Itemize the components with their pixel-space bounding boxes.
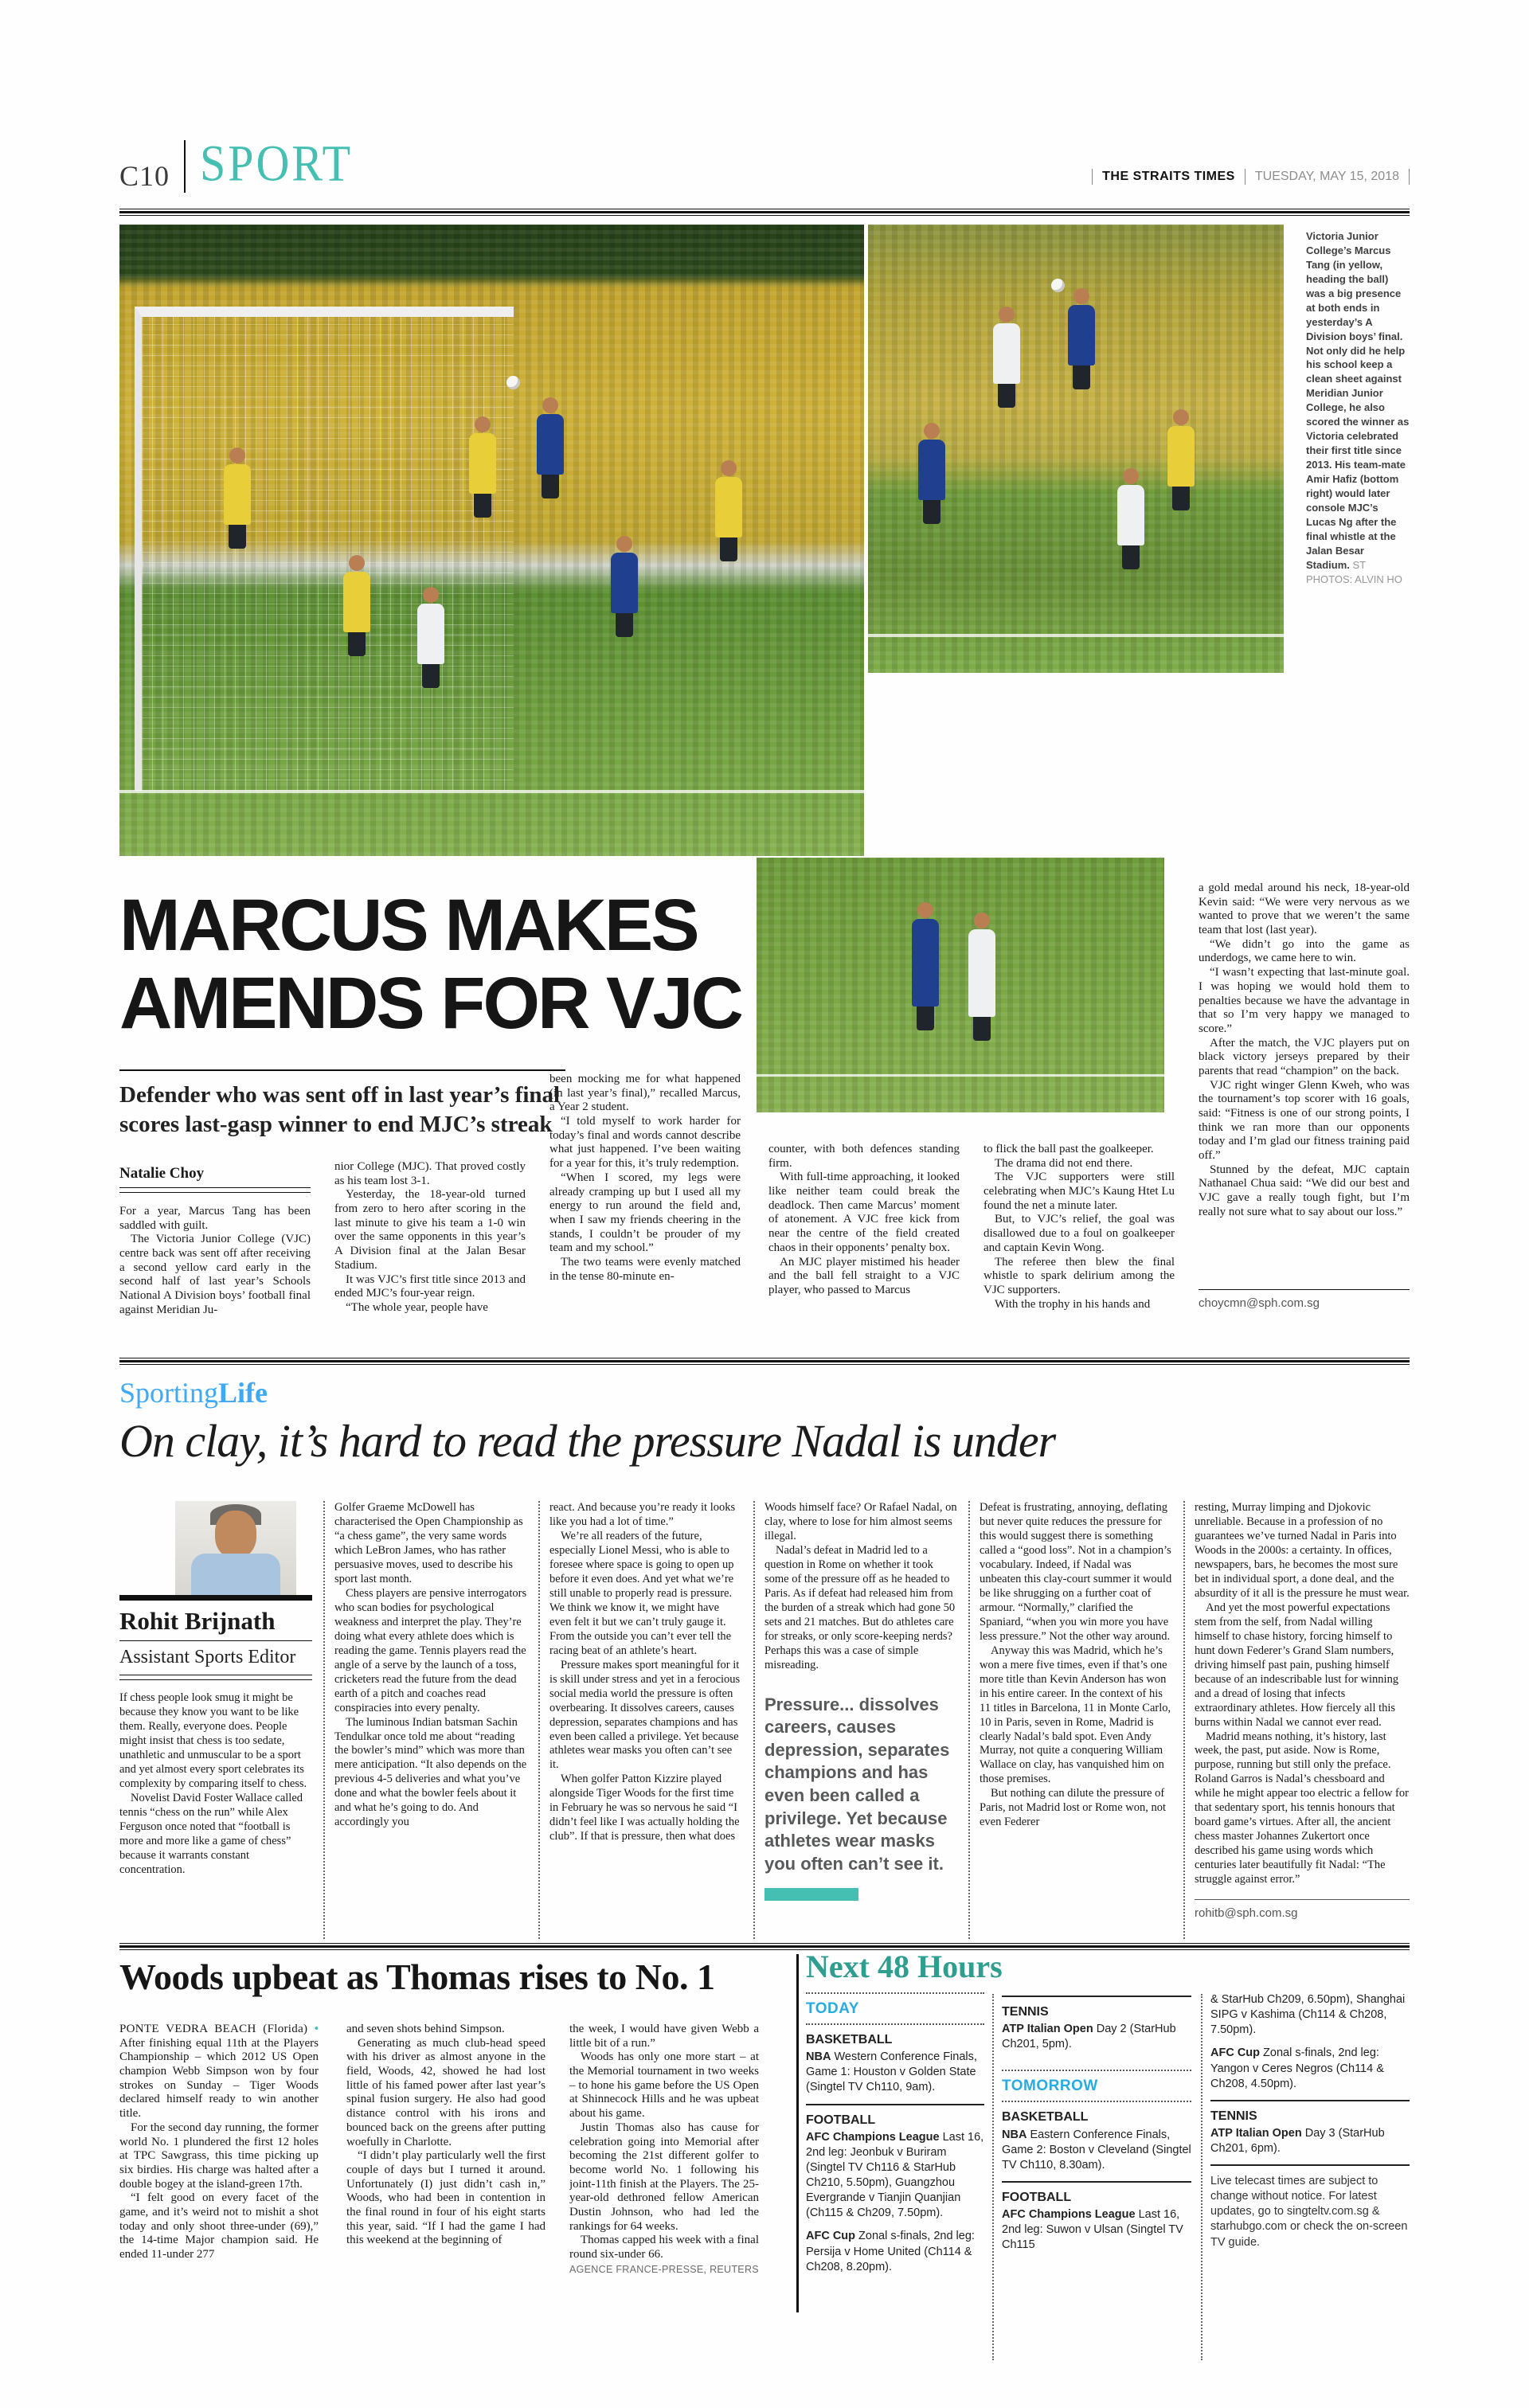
- sport-heading: FOOTBALL: [1002, 2190, 1072, 2204]
- sport-heading: BASKETBALL: [1002, 2110, 1089, 2125]
- sl-column-5: Defeat is frustrating, annoying, deflating but never quite reduces the pressure for this would suggest there is something called a “good loss”. Not in a champion’s vocabulary. Indeed, if Nadal was unbeaten this clay-court summer it would be like shrugging on a further coat of armour. “Normally,” clarified the Spaniard, “when you win more you have less pressure.” Not the other way around. Anyway this was Madrid, which he’s won a mere five times, even if that’s one more title than Kevin Anderson has won in his entire career. In the context of his 11 titles in Barcelona, 11 in Monte Carlo, 10 in Paris, seven in Rome, Madrid is clearly Nadal’s bald spot. Even Andy Murray, not quite a conquering William Wallace on clay, has vanquished him on those premises. But nothing can dilute the pressure of Paris, not Madrid lost or Rome won, not even Federer: [980, 1501, 1172, 1829]
- author-photo: [175, 1501, 296, 1595]
- section-rule: [119, 1358, 1410, 1365]
- player-figure: [993, 323, 1020, 384]
- sl-column-3: react. And because you’re ready it looks like you had a lot of time.” We’re all readers of the future, especially Lionel Messi, who is able to foresee where space is going to open up before it even does. And yet what we’re still unable to properly read is pressure. We think we know it, we might have even felt it but we can’t truly gauge it. From the outside you can’t ever tell the racing beat of an athlete’s heart. Pressure makes sport meaningful for it is skill under stress and yet in a ferocious social media world the pressure is often overbearing. It dissolves careers, causes depression, separates champions and has even been called a privilege. Yet because athletes wear masks you often can’t see it. When golfer Patton Kizzire played alongside Tiger Woods for the first time in February he was so nervous he said “I didn’t feel like I was actually holding the club”. If that is pressure, then what does: [549, 1501, 741, 1843]
- issue-date: TUESDAY, MAY 15, 2018: [1254, 170, 1399, 183]
- solid-rule: [1210, 2164, 1410, 2166]
- pitch-line: [868, 634, 1284, 637]
- today-label: TODAY: [806, 2000, 859, 2017]
- brand-life: Life: [218, 1377, 268, 1409]
- pitch-line: [119, 790, 864, 793]
- article-column-5: to flick the ball past the goalkeeper. The drama did not end there. The VJC supporters were still celebrating when MJC’s Kaung Htet Lu found the net a minute later. But, to VJC’s relief, the goal was disallowed due to a foul on goalkeeper and captain Kevin Wong. The referee then blew the final whistle to spark delirium among the VJC supporters. With the trophy in his hands and: [983, 1143, 1175, 1311]
- woods-column-3: the week, I would have given Webb a little bit of a run.” Woods has only one more start – at the Memorial tournament in two weeks – to hone his game before the US Open at Shinnecock Hills and he was upbeat about his game. Justin Thomas also has cause for celebration going into Memorial after becoming the 21st different golfer to become world No. 1 following his joint-11th finish at the Players. The 25-year-old dethroned fellow American Dustin Johnson, who had led the rankings for 64 weeks. Thomas capped his week with a final round six-under 66.: [569, 2023, 759, 2261]
- goal-net: [135, 307, 514, 791]
- sportinglife-brand: [119, 1376, 1410, 1409]
- woods-column-1: PONTE VEDRA BEACH (Florida) • After finishing equal 11th at the Players Championship – which 2012 US Open champion Webb Simpson won by four strokes on Sunday – Tiger Woods declared himself ready to win another title. For the second day running, the former world No. 1 plundered the first 12 holes at TPC Sawgrass, this time picking up six birdies. His charge was halted after a double bogey at the island-green 17th. “I felt good on every facet of the game, and it’s weird not to mishit a shot today and only shoot three-under (69),” the 14-time Major champion said. He ended 11-under 277: [119, 2023, 319, 2261]
- paper-dateline: [1092, 169, 1410, 193]
- pull-quote: Pressure... dissolves careers, causes depression, separates champions and has even been called a privilege. Yet because athletes wear masks you often can’t see it.: [764, 1694, 950, 1874]
- woods-column-3-wrap: [569, 2023, 759, 2333]
- woods-lead: [119, 2023, 319, 2121]
- page-header: [119, 134, 1410, 193]
- paper-name: THE STRAITS TIMES: [1102, 170, 1235, 183]
- sl-column-1: If chess people look smug it might be because they know you want to be like them. Really, everyone does. People might insist that chess is too sedate, unathletic and unmuscular to be a sport and yet almost every sport celebrates its complexity by comparing itself to chess. Novelist David Foster Wallace called tennis “chess on the run” while Alex Ferguson once noted that “football is more and more like a game of chess” because it warrants constant concentration.: [119, 1691, 307, 1876]
- next48-title: Next 48 Hours: [806, 1949, 1003, 1984]
- page-number: C10: [119, 160, 170, 192]
- listing-text: Eastern Conference Finals, Game 2: Boston v Cleveland (Singtel TV Ch110, 8.30am).: [1002, 2128, 1191, 2172]
- author-face: [215, 1511, 256, 1558]
- sl-column-2: Golfer Graeme McDowell has characterised the Open Championship as “a chess game”, the very same words which LeBron James, who has rather persuasive moves, used to describe his sport last month. Chess players are pensive interrogators who scan bodies for psychological weakness and interpret the play. They’re doing what every athlete does which is reading the game. Tennis players read the angle of a serve by the launch of a toss, cricketers read the future from the dead earth of a pitch and coaches read conspiracies into every penalty. The luminous Indian batsman Sachin Tendulkar once told me about “reading the bowler’s mind” which was more than mere anticipation. “It also depends on the previous 4-5 deliveries and what you’ve done and what the bowler feels about it and what he’s going to do. And accordingly you: [334, 1501, 527, 1829]
- listing-text: Day 3 (StarHub Ch201, 6pm).: [1210, 2126, 1385, 2155]
- woods-headline: Woods upbeat as Thomas rises to No. 1: [119, 1956, 715, 1997]
- section-title: SPORT: [200, 134, 354, 192]
- author-role: Assistant Sports Editor: [119, 1647, 296, 1667]
- panel-divider: [796, 1954, 799, 2312]
- sl-column-6-wrap: [1195, 1501, 1410, 1941]
- sl-column-6: resting, Murray limping and Djokovic unreliable. Because in a profession of no guarantees we’ve turned Nadal in Paris into Woods in the 2000s: a certainty. In offices, newspapers, bars, he becomes the most sure bet in individual sport, a done deal, and the absurdity of it all is the pressure he must wear. And yet the most powerful expectations stem from the self, from Nadal willing himself to chase history, forcing himself to hunt down Federer’s Grand Slam numbers, driving himself past pain, pushing himself because of an indescribable lust for winning and a dread of losing that infects extraordinary athletes. How fiercely all this burns within Nadal we cannot ever read. Madrid means nothing, it’s history, last week, the past, put aside. Now is Rome, purpose, running but still only the preface. Roland Garros is Nadal’s chessboard and while he might appear too electric a fellow for that sedentary sport, his tennis honours that board game’s virtues. After all, the ancient chess master Johannes Zukertort once described his game using words which centuries later beautifully fit Nadal: “The struggle against error.”: [1195, 1501, 1410, 1886]
- sl-column-4: Woods himself face? Or Rafael Nadal, on clay, where to lose for him almost seems illegal. Nadal’s defeat in Madrid led to a question in Rome on whether it took some of the pressure off as he headed to Paris. As if defeat had released him from the burden of a streak which had gone 50 sets and 21 matches. But do athletes care for streaks, or only score-keeping nerds? Perhaps this was a case of simple misreading.: [764, 1501, 957, 1671]
- article-column-4: counter, with both defences standing firm. With full-time approaching, it looked like neither team could break the deadlock. Then came Marcus’ moment of atonement. A VJC free kick from near the centre of the field created chaos in their opponents’ penalty box. An MJC player mistimed his header and the ball fell straight to a VJC player, who passed to Marcus: [768, 1143, 960, 1296]
- sl-column-4-wrap: [764, 1501, 957, 1941]
- standfirst: Defender who was sent off in last year’s final scores last-gasp winner to end MJC’s streak: [119, 1069, 565, 1139]
- player-figure: [1068, 305, 1095, 366]
- main-photo: [119, 225, 864, 856]
- player-figure: [343, 572, 370, 632]
- player-figure: [918, 440, 945, 500]
- console-photo: [757, 858, 1164, 1112]
- next48-col-today: [806, 1992, 984, 2283]
- listing-lead: AFC Champions League: [1002, 2208, 1136, 2222]
- brand-sporting: Sporting: [119, 1377, 219, 1409]
- article-column-3: been mocking me for what happened (in last year’s final),” recalled Marcus, a Year 2 student. “I told myself to work harder for today’s final and words cannot describe what just happened. I’ve been waiting for a year for this, it’s truly redemption. “When I scored, my legs were already cramping up but I used all my energy to run around the field and, when I saw my friends cheering in the stands, I couldn’t be prouder of my team and my school.” The two teams were evenly matched in the tense 80-minute en-: [549, 1073, 741, 1283]
- player-figure: [968, 929, 995, 1017]
- byline-rule: [119, 1187, 311, 1193]
- lead-text: After finishing equal 11th at the Players Championship – which 2012 US Open champion Webb Simpson won by four strokes on Sunday – Tiger Woods declared himself ready to win another title.: [119, 2036, 319, 2121]
- secondary-photo: [868, 225, 1284, 673]
- sport-heading: TENNIS: [1210, 2109, 1257, 2123]
- football: [1051, 279, 1065, 292]
- header-divider-bar: [184, 140, 186, 193]
- next48-col-mid: [1002, 1992, 1191, 2261]
- player-figure: [611, 553, 638, 613]
- listing: [1002, 2207, 1191, 2253]
- header-rule: [119, 209, 1410, 216]
- author-bar: [119, 1595, 312, 1601]
- author-email[interactable]: rohitb@sph.com.sg: [1195, 1906, 1298, 1920]
- pull-quote-bar: [764, 1888, 858, 1901]
- player-figure: [715, 477, 742, 538]
- pitch-line: [757, 1074, 1164, 1077]
- article-marcus: [119, 872, 1410, 1358]
- sportinglife-headline: On clay, it’s hard to read the pressure Nadal is under: [119, 1415, 1056, 1467]
- listing-lead: ATP Italian Open: [1210, 2126, 1302, 2140]
- listing-text: Western Conference Finals, Game 1: Houston v Golden State (Singtel TV Ch110, 9am).: [806, 2050, 977, 2094]
- player-figure: [417, 604, 444, 664]
- caption-text: Victoria Junior College’s Marcus Tang (in yellow, heading the ball) was a big presence at both ends in yesterday’s A Division boys’ final. Not only did he help his school keep a clean sheet against Meridian Junior College, he also scored the winner as Victoria celebrated their first title since 2013. His team-mate Amir Hafiz (bottom right) would later console MJC’s Lucas Ng after the final whistle at the Jalan Besar Stadium.: [1306, 230, 1410, 571]
- next48-col-right: [1210, 1992, 1410, 2258]
- column-separator: [1183, 1501, 1185, 1939]
- listing-text: Last 16, 2nd leg: Suwon v Ulsan (Singtel TV Ch115: [1002, 2208, 1183, 2252]
- panel-column-separator: [1201, 1994, 1202, 2360]
- author-email[interactable]: choycmn@sph.com.sg: [1199, 1296, 1320, 1310]
- player-figure: [469, 433, 496, 494]
- listing-text: Day 2 (StarHub Ch201, 5pm).: [1002, 2023, 1176, 2051]
- player-figure: [1117, 485, 1144, 545]
- column-separator: [968, 1501, 970, 1939]
- listing: [1210, 2046, 1410, 2091]
- listing: [806, 2130, 984, 2222]
- sport-heading: TENNIS: [1002, 2005, 1049, 2019]
- player-figure: [912, 919, 939, 1007]
- author-column: [119, 1501, 312, 1941]
- listing-continuation: & StarHub Ch209, 6.50pm), Shanghai SIPG v Kashima (Ch114 & Ch208, 7.50pm).: [1210, 1993, 1406, 2037]
- sportinglife-section: [119, 1358, 1410, 1943]
- article-column-6-wrap: [1199, 882, 1410, 1310]
- listing-lead: AFC Cup: [1210, 2046, 1261, 2060]
- bottom-section: [119, 1943, 1410, 2389]
- listing-text: Last 16, 2nd leg: Jeonbuk v Buriram (Singtel TV Ch116 & StarHub Ch210, 5.50pm), Guangzhou Evergrande v Tianjin Quanjian (Ch115 & Ch209, 7.50pm).: [806, 2130, 984, 2220]
- listing-lead: AFC Champions League: [806, 2130, 940, 2144]
- listing-lead: AFC Cup: [806, 2230, 856, 2243]
- tomorrow-label: TOMORROW: [1002, 2078, 1098, 2095]
- divider-tick: [1092, 169, 1093, 185]
- article-headline: [119, 886, 757, 1042]
- player-figure: [1167, 426, 1195, 487]
- byline: Natalie Choy: [119, 1165, 205, 1182]
- column-separator: [753, 1501, 755, 1939]
- telecast-note: Live telecast times are subject to change without notice. For latest updates, go to singteltv.com.sg & starhubgo.com or check the on-screen TV guide.: [1210, 2175, 1408, 2249]
- listing-lead: NBA: [806, 2050, 831, 2064]
- player-figure: [537, 414, 564, 475]
- listing: [1002, 2128, 1191, 2173]
- column-separator: [323, 1501, 325, 1939]
- listing: [1002, 2022, 1191, 2052]
- byline-block: [119, 1165, 311, 1193]
- listing: [1210, 2126, 1410, 2156]
- headline-line-2: AMENDS FOR VJC: [119, 963, 741, 1044]
- dateline-bullet: •: [314, 2023, 319, 2035]
- article-column-1: For a year, Marcus Tang has been saddled with guilt. The Victoria Junior College (VJC) centre back was sent off after receiving a second yellow card early in the second half of last year’s Schools National A Division boys’ football final against Meridian Ju-: [119, 1205, 311, 1316]
- agency-credit: AGENCE FRANCE-PRESSE, REUTERS: [569, 2263, 759, 2275]
- listing-lead: NBA: [1002, 2128, 1027, 2141]
- section-masthead: [119, 134, 354, 193]
- author-name: Rohit Brijnath: [119, 1607, 276, 1635]
- divider-tick: [1409, 169, 1410, 185]
- article-column-2: nior College (MJC). That proved costly as his team lost 3-1. Yesterday, the 18-year-old turned from zero to hero after scoring in the last minute to give his team a 1-0 win over the same opponents in this year’s A Division final at the Jalan Besar Stadium. It was VJC’s first title since 2013 and ended MJC’s four-year reign. “The whole year, people have: [334, 1160, 526, 1314]
- sport-heading: FOOTBALL: [806, 2113, 876, 2127]
- next48-panel: [806, 1948, 1410, 2273]
- panel-column-separator: [992, 1994, 994, 2360]
- listing-lead: ATP Italian Open: [1002, 2023, 1093, 2036]
- column-separator: [538, 1501, 540, 1939]
- article-column-6: a gold medal around his neck, 18-year-old Kevin said: “We were very nervous as we wanted to prove that we weren’t the same team that lost (last year). “We didn’t go into the game as underdogs, we came here to win. “I wasn’t expecting that last-minute goal. I was hoping we would hold them to penalties because we have the advantage in that so I’m very happy we managed to score.” After the match, the VJC players put on black victory jerseys prepared by their parents that read “champion” on the back. VJC right winger Glenn Kweh, who was the tournament’s top scorer with 16 goals, said: “Fitness is one of our strong points, I think we ran more than our opponents today and I’m glad our fitness training paid off.” Stunned by the defeat, MJC captain Nathanael Chua said: “We did our best and VJC gave a really tough fight, but I’m really not sure what to say about our loss.”: [1199, 882, 1410, 1218]
- listing: [806, 2050, 984, 2095]
- sport-heading: BASKETBALL: [806, 2033, 893, 2047]
- photo-credit: ST PHOTOS: ALVIN HO: [1306, 558, 1402, 585]
- photo-caption: [1306, 229, 1410, 586]
- listing-text: Zonal s-finals, 2nd leg: Yangon v Ceres Negros (Ch114 & Ch208, 4.50pm).: [1210, 2046, 1384, 2090]
- player-figure: [224, 464, 251, 525]
- listing: [806, 2229, 984, 2274]
- dateline: PONTE VEDRA BEACH (Florida): [119, 2023, 308, 2035]
- author-shirt: [191, 1554, 280, 1595]
- listing-text: Zonal s-finals, 2nd leg: Persija v Home United (Ch114 & Ch208, 8.20pm).: [806, 2230, 975, 2273]
- author-rule-2: [119, 1675, 312, 1680]
- headline-line-1: MARCUS MAKES: [119, 885, 698, 966]
- woods-column-2: and seven shots behind Simpson. Generating as much club-head speed with his driver as almost anyone in the field, Woods, 42, showed he had lost little of his famed power after last year’s spinal fusion surgery. He also had good distance control with his irons and bounced back on the greens after putting woefully in Charlotte. “I didn’t play particularly well the first couple of days but I turned it around. Unfortunately (I) just didn’t cash in,” Woods, who had been in contention in the final round in four of his eight starts this year, said. “If I had the game I had this weekend at the beginning of: [346, 2023, 546, 2247]
